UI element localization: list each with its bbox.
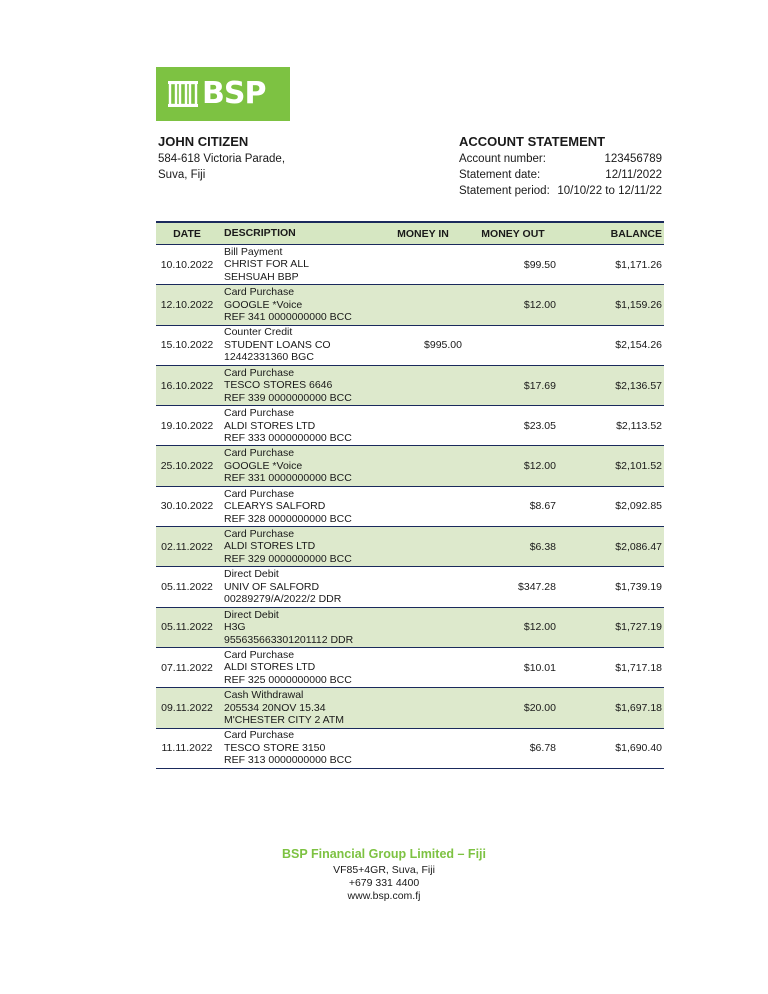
table-row [156, 647, 664, 687]
description-line: 955635663301201112 DDR [224, 633, 354, 646]
description-line: 12442331360 BGC [224, 351, 314, 364]
footer [0, 848, 768, 903]
row-money-out: $12.00 [470, 607, 566, 647]
row-money-in [384, 486, 470, 526]
row-money-in [384, 527, 470, 567]
row-date: 16.10.2022 [156, 365, 218, 405]
header-balance: BALANCE [566, 222, 664, 245]
row-money-out [470, 325, 566, 365]
description-line: TESCO STORE 3150 [224, 741, 326, 754]
row-balance: $2,113.52 [566, 406, 664, 446]
row-balance: $1,690.40 [566, 728, 664, 768]
row-date: 05.11.2022 [156, 567, 218, 607]
table-header-row [156, 222, 664, 245]
row-description [218, 486, 384, 526]
table-row [156, 486, 664, 526]
footer-company: BSP Financial Group Limited – Fiji [282, 847, 486, 861]
customer-name: JOHN CITIZEN [158, 134, 249, 149]
row-description [218, 285, 384, 325]
row-money-in [384, 607, 470, 647]
description-line: Card Purchase [224, 729, 295, 742]
row-date: 12.10.2022 [156, 285, 218, 325]
row-balance: $1,697.18 [566, 688, 664, 728]
footer-address: VF85+4GR, Suva, Fiji [333, 864, 435, 876]
statement-period-label: Statement period: [459, 185, 550, 197]
row-balance: $1,171.26 [566, 245, 664, 285]
row-balance: $1,717.18 [566, 647, 664, 687]
description-line: M'CHESTER CITY 2 ATM [224, 714, 345, 727]
description-line: Card Purchase [224, 648, 295, 661]
row-money-out: $12.00 [470, 285, 566, 325]
row-money-out: $17.69 [470, 365, 566, 405]
footer-phone: +679 331 4400 [348, 877, 420, 889]
row-money-in [384, 245, 470, 285]
table-row [156, 527, 664, 567]
row-description [218, 245, 384, 285]
row-date: 25.10.2022 [156, 446, 218, 486]
description-line: SEHSUAH BBP [224, 270, 299, 283]
account-number: 123456789 [604, 153, 662, 165]
description-line: Card Purchase [224, 487, 295, 500]
bsp-logo [156, 67, 290, 121]
statement-title: ACCOUNT STATEMENT [459, 134, 606, 149]
description-line: Card Purchase [224, 366, 295, 379]
row-money-out: $6.78 [470, 728, 566, 768]
bsp-pillars-icon [168, 79, 198, 109]
row-money-in [384, 365, 470, 405]
row-money-in [384, 647, 470, 687]
row-description [218, 446, 384, 486]
description-line: Direct Debit [224, 568, 279, 581]
statement-date-label: Statement date: [459, 169, 541, 181]
row-description [218, 607, 384, 647]
description-line: REF 313 0000000000 BCC [224, 754, 352, 767]
row-description [218, 325, 384, 365]
row-balance: $2,101.52 [566, 446, 664, 486]
table-row [156, 728, 664, 768]
description-line: 00289279/A/2022/2 DDR [224, 593, 342, 606]
row-money-out: $99.50 [470, 245, 566, 285]
statement-info [459, 134, 662, 199]
row-balance: $2,154.26 [566, 325, 664, 365]
row-money-out: $20.00 [470, 688, 566, 728]
table-row [156, 285, 664, 325]
row-date: 11.11.2022 [156, 728, 218, 768]
header-money-in: MONEY IN [384, 222, 470, 245]
description-line: Card Purchase [224, 407, 295, 420]
statement-period-row [459, 183, 662, 199]
row-date: 07.11.2022 [156, 647, 218, 687]
header-money-out: MONEY OUT [470, 222, 566, 245]
row-balance: $2,086.47 [566, 527, 664, 567]
row-money-out: $347.28 [470, 567, 566, 607]
logo-text: BSP [202, 76, 266, 111]
table-row [156, 607, 664, 647]
row-money-in [384, 688, 470, 728]
row-description [218, 365, 384, 405]
description-line: ALDI STORES LTD [224, 661, 316, 674]
description-line: Counter Credit [224, 326, 293, 339]
row-money-out: $23.05 [470, 406, 566, 446]
row-date: 10.10.2022 [156, 245, 218, 285]
statement-date-row [459, 167, 662, 183]
address-line-2: Suva, Fiji [158, 169, 206, 181]
row-balance: $2,092.85 [566, 486, 664, 526]
row-money-out: $12.00 [470, 446, 566, 486]
account-number-label: Account number: [459, 153, 546, 165]
row-description [218, 567, 384, 607]
table-row [156, 567, 664, 607]
description-line: REF 329 0000000000 BCC [224, 552, 352, 565]
statement-period: 10/10/22 to 12/11/22 [557, 185, 662, 197]
description-line: Cash Withdrawal [224, 689, 304, 702]
account-number-row [459, 151, 662, 167]
row-money-in [384, 406, 470, 446]
table-row [156, 688, 664, 728]
description-line: REF 339 0000000000 BCC [224, 391, 352, 404]
description-line: REF 333 0000000000 BCC [224, 432, 352, 445]
row-money-in [384, 728, 470, 768]
description-line: H3G [224, 621, 246, 634]
row-date: 05.11.2022 [156, 607, 218, 647]
header-description: DESCRIPTION [218, 222, 384, 245]
transactions-table [156, 221, 664, 769]
description-line: GOOGLE *Voice [224, 298, 303, 311]
description-line: ALDI STORES LTD [224, 540, 316, 553]
transactions-body [156, 245, 664, 769]
description-line: Bill Payment [224, 245, 283, 258]
description-line: REF 331 0000000000 BCC [224, 472, 352, 485]
row-money-in: $995.00 [384, 325, 470, 365]
description-line: STUDENT LOANS CO [224, 338, 331, 351]
description-line: Card Purchase [224, 527, 295, 540]
row-money-out: $10.01 [470, 647, 566, 687]
row-date: 15.10.2022 [156, 325, 218, 365]
table-row [156, 406, 664, 446]
table-row [156, 245, 664, 285]
row-description [218, 647, 384, 687]
table-row [156, 325, 664, 365]
description-line: Direct Debit [224, 608, 279, 621]
row-description [218, 406, 384, 446]
row-description [218, 688, 384, 728]
row-money-in [384, 285, 470, 325]
header-date: DATE [156, 222, 218, 245]
statement-date: 12/11/2022 [605, 169, 662, 181]
row-description [218, 728, 384, 768]
description-line: 205534 20NOV 15.34 [224, 701, 326, 714]
row-money-in [384, 446, 470, 486]
row-balance: $1,727.19 [566, 607, 664, 647]
description-line: CHRIST FOR ALL [224, 258, 309, 271]
row-balance: $1,739.19 [566, 567, 664, 607]
customer-block [158, 134, 285, 183]
description-line: Card Purchase [224, 447, 295, 460]
description-line: UNIV OF SALFORD [224, 580, 320, 593]
table-row [156, 446, 664, 486]
row-balance: $2,136.57 [566, 365, 664, 405]
description-line: GOOGLE *Voice [224, 459, 303, 472]
row-date: 30.10.2022 [156, 486, 218, 526]
row-money-out: $8.67 [470, 486, 566, 526]
row-money-in [384, 567, 470, 607]
description-line: TESCO STORES 6646 [224, 379, 333, 392]
description-line: Card Purchase [224, 286, 295, 299]
description-line: REF 341 0000000000 BCC [224, 311, 352, 324]
table-row [156, 365, 664, 405]
description-line: REF 328 0000000000 BCC [224, 512, 352, 525]
row-money-out: $6.38 [470, 527, 566, 567]
row-description [218, 527, 384, 567]
address-line-1: 584-618 Victoria Parade, [158, 153, 286, 165]
description-line: CLEARYS SALFORD [224, 500, 326, 513]
description-line: REF 325 0000000000 BCC [224, 673, 352, 686]
description-line: ALDI STORES LTD [224, 419, 316, 432]
row-date: 09.11.2022 [156, 688, 218, 728]
row-balance: $1,159.26 [566, 285, 664, 325]
row-date: 02.11.2022 [156, 527, 218, 567]
footer-website: www.bsp.com.fj [347, 890, 421, 902]
row-date: 19.10.2022 [156, 406, 218, 446]
